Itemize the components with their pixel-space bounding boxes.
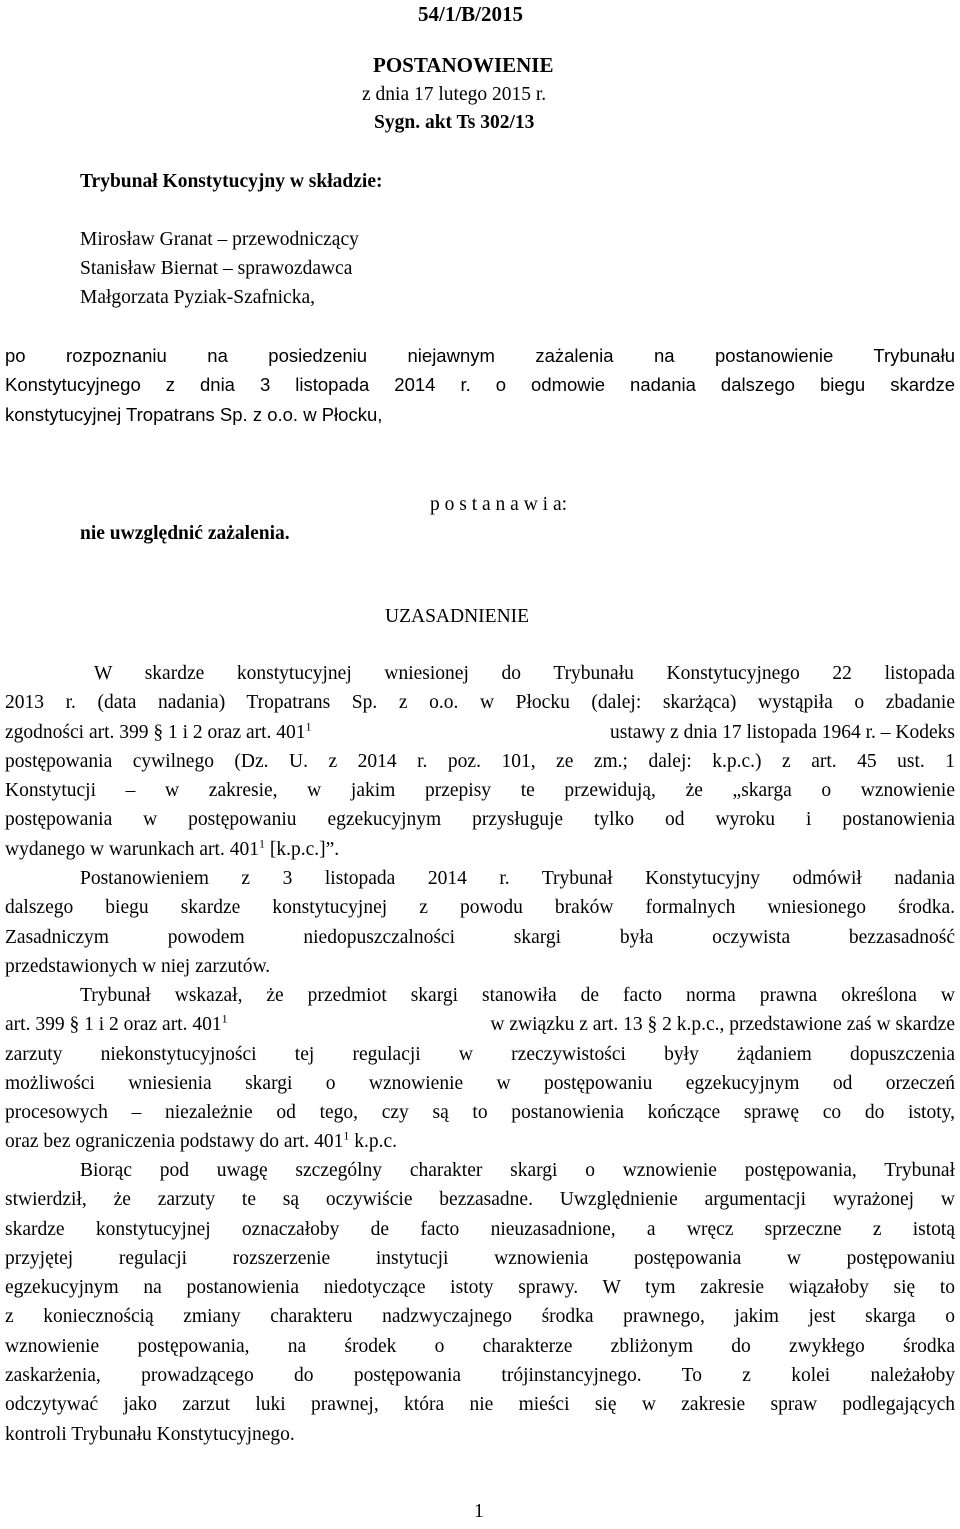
page-number: 1 bbox=[474, 1501, 484, 1522]
paragraph-line bbox=[5, 1010, 955, 1039]
justification-paragraph-3 bbox=[5, 981, 955, 1157]
paragraph-line: Trybunał wskazał, że przedmiot skargi stanowiła de facto norma prawna określona w bbox=[80, 985, 955, 1006]
text-fragment: [k.p.c.]”. bbox=[269, 838, 340, 860]
paragraph-line: 2013 r. (data nadania) Tropatrans Sp. z o.o. w Płocku (dalej: skarżąca) wystąpiła o zbadanie bbox=[5, 692, 955, 714]
document-type: POSTANOWIENIE bbox=[373, 53, 554, 77]
paragraph-line: postępowania cywilnego (Dz. U. z 2014 r. poz. 101, ze zm.; dalej: k.p.c.) z art. 45 ust. 1 bbox=[5, 750, 955, 772]
paragraph-line: procesowych – niezależnie od tego, czy są to postanowienia kończące sprawę co do istoty, bbox=[5, 1102, 955, 1124]
ruling-decision: nie uwzględnić zażalenia. bbox=[80, 523, 290, 544]
paragraph-line: Postanowieniem z 3 listopada 2014 r. Trybunał Konstytucyjny odmówił nadania bbox=[80, 868, 955, 889]
paragraph-line: Biorąc pod uwagę szczególny charakter skargi o wznowienie postępowania, Trybunał bbox=[80, 1160, 955, 1181]
preamble bbox=[5, 341, 955, 429]
paragraph-line: kontroli Trybunału Konstytucyjnego. bbox=[5, 1423, 295, 1445]
paragraph-line: Zasadniczym powodem niedopuszczalności skargi była oczywista bezzasadność bbox=[5, 926, 955, 948]
text-fragment: k.p.c. bbox=[354, 1131, 398, 1153]
paragraph-line: Konstytucji – w zakresie, w jakim przepisy te przewidują, że „skarga o wznowienie bbox=[5, 780, 955, 802]
superscript: 1 bbox=[305, 719, 312, 734]
panel-member: Mirosław Granat – przewodniczący bbox=[80, 229, 359, 250]
panel-member: Stanisław Biernat – sprawozdawca bbox=[80, 258, 353, 279]
paragraph-line: egzekucyjnym na postanowienia niedotyczące istoty sprawy. W tym zakresie wiązałoby się to bbox=[5, 1277, 955, 1299]
case-signature: Sygn. akt Ts 302/13 bbox=[374, 112, 535, 133]
paragraph-line: możliwości wniesienia skargi o wznowienie w postępowaniu egzekucyjnym od orzeczeń bbox=[5, 1072, 955, 1094]
paragraph-line: wznowienie postępowania, na środek o charakterze zbliżonym do zwykłego środka bbox=[5, 1335, 955, 1357]
text-fragment: w związku z art. 13 § 2 k.p.c., przedstawione zaś w skardze bbox=[490, 1014, 955, 1036]
justification-paragraph-4 bbox=[5, 1156, 955, 1449]
paragraph-line: W skardze konstytucyjnej wniesionej do Trybunału Konstytucyjnego 22 listopada bbox=[94, 663, 955, 684]
case-code: 54/1/B/2015 bbox=[418, 2, 524, 26]
paragraph-line: zarzuty niekonstytucyjności tej regulacji w rzeczywistości były żądaniem dopuszczenia bbox=[5, 1043, 955, 1065]
paragraph-line: z koniecznością zmiany charakteru nadzwyczajnego środka prawnego, jakim jest skarga o bbox=[5, 1306, 955, 1328]
paragraph-line: postępowania w postępowaniu egzekucyjnym przysługuje tylko od wyroku i postanowienia bbox=[5, 809, 955, 831]
text-fragment: oraz bez ograniczenia podstawy do art. 401 bbox=[5, 1131, 344, 1153]
document-date: z dnia 17 lutego 2015 r. bbox=[362, 84, 547, 105]
preamble-line: po rozpoznaniu na posiedzeniu niejawnym zażalenia na postanowienie Trybunału bbox=[5, 345, 955, 366]
paragraph-line: przedstawionych w niej zarzutów. bbox=[5, 955, 271, 977]
panel-intro: Trybunał Konstytucyjny w składzie: bbox=[80, 171, 383, 192]
ruling-heading: p o s t a n a w i a: bbox=[430, 494, 568, 515]
justification-paragraph-2 bbox=[5, 864, 955, 981]
panel-member: Małgorzata Pyziak-Szafnicka, bbox=[80, 287, 315, 308]
paragraph-line bbox=[5, 1127, 955, 1156]
paragraph-line bbox=[5, 718, 955, 747]
superscript: 1 bbox=[258, 836, 265, 851]
text-fragment: art. 399 § 1 i 2 oraz art. 401 bbox=[5, 1014, 222, 1036]
superscript: 1 bbox=[343, 1128, 350, 1143]
paragraph-line: dalszego biegu skardze konstytucyjnej z powodu braków formalnych wniesionego środka. bbox=[5, 897, 955, 919]
justification-paragraph-1 bbox=[5, 659, 955, 864]
paragraph-line: odczytywać jako zarzut luki prawnej, która nie mieści się w zakresie spraw podlegających bbox=[5, 1394, 955, 1416]
paragraph-line: stwierdził, że zarzuty te są oczywiście bezzasadne. Uwzględnienie argumentacji wyrażonej w bbox=[5, 1189, 955, 1211]
text-fragment: ustawy z dnia 17 listopada 1964 r. – Kodeks bbox=[610, 721, 955, 743]
paragraph-line bbox=[5, 835, 955, 864]
paragraph-line: zaskarżenia, prowadzącego do postępowania trójinstancyjnego. To z kolei należałoby bbox=[5, 1365, 955, 1387]
text-fragment: wydanego w warunkach art. 401 bbox=[5, 838, 259, 860]
superscript: 1 bbox=[221, 1011, 228, 1026]
preamble-line: Konstytucyjnego z dnia 3 listopada 2014 r. o odmowie nadania dalszego biegu skardze bbox=[5, 374, 955, 396]
text-fragment: zgodności art. 399 § 1 i 2 oraz art. 401 bbox=[5, 721, 306, 743]
preamble-line: konstytucyjnej Tropatrans Sp. z o.o. w Płocku, bbox=[5, 403, 383, 425]
paragraph-line: przyjętej regulacji rozszerzenie instytucji wznowienia postępowania w postępowaniu bbox=[5, 1247, 955, 1269]
justification-heading: UZASADNIENIE bbox=[385, 606, 530, 627]
paragraph-line: skardze konstytucyjnej oznaczałoby de facto nieuzasadnione, a wręcz sprzeczne z istotą bbox=[5, 1218, 955, 1240]
